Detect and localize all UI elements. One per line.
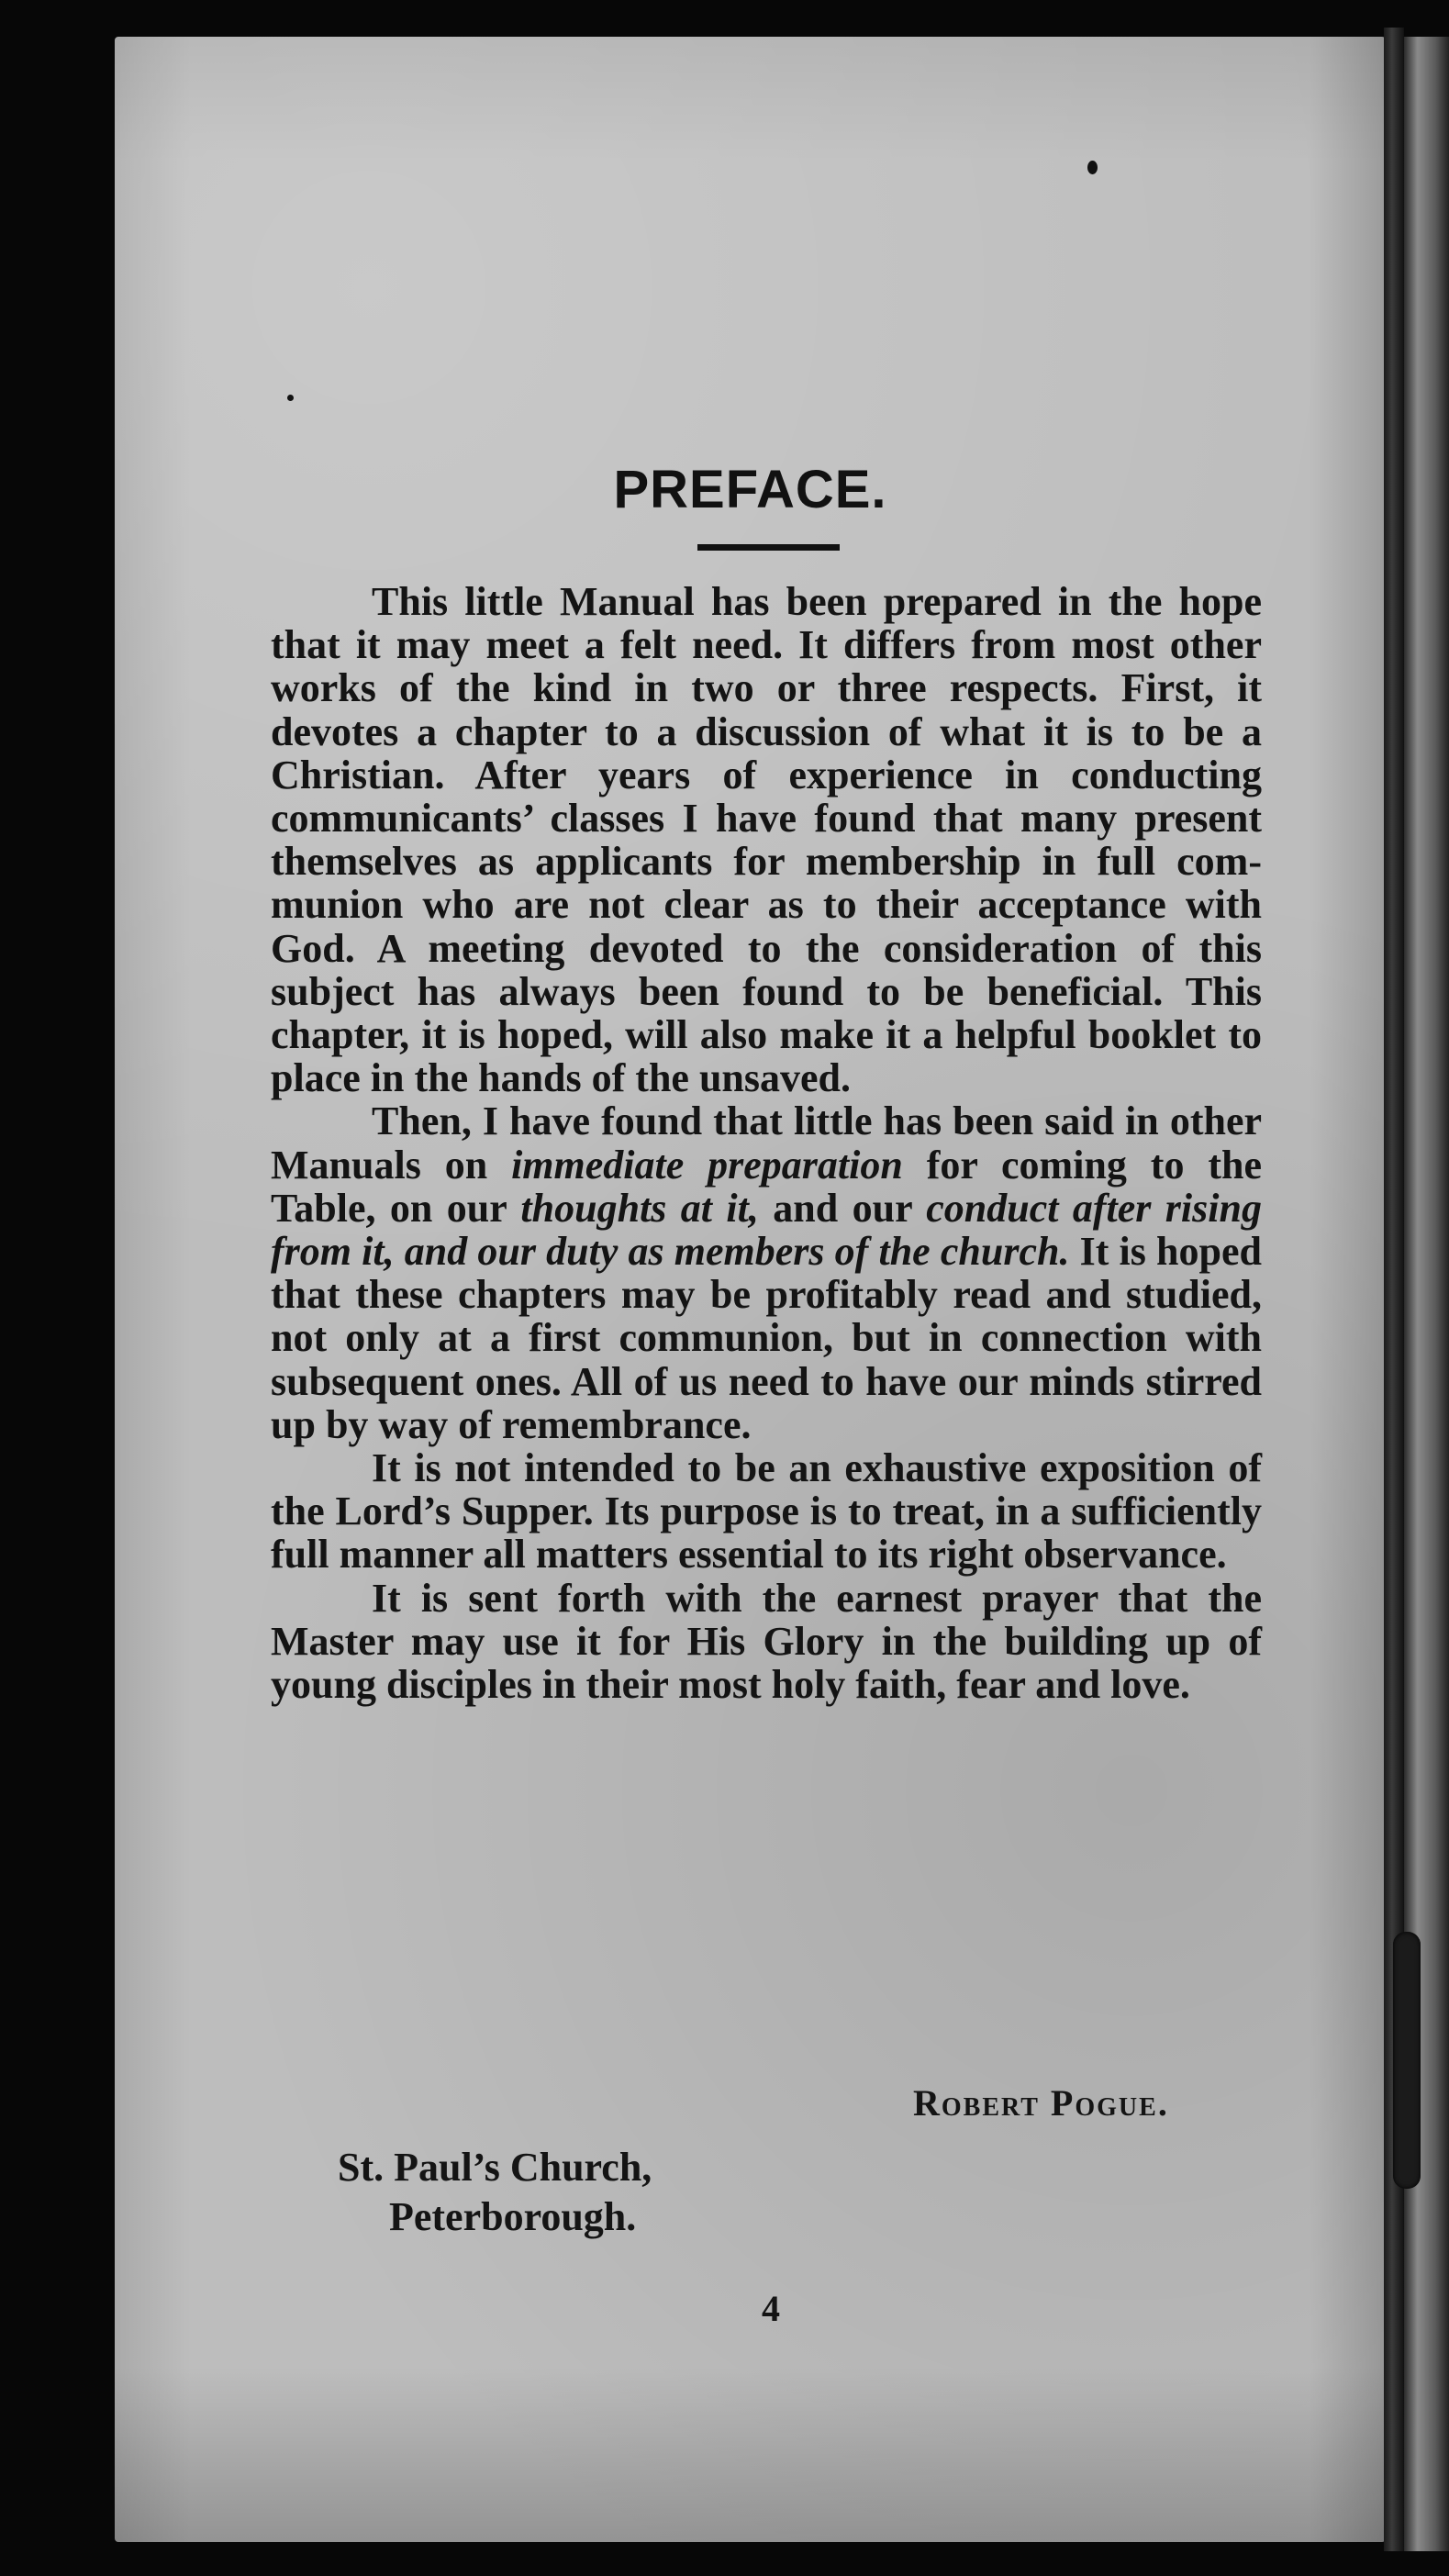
heading-rule — [697, 544, 840, 551]
preface-paragraph — [271, 1446, 1262, 1577]
text-run: and our — [758, 1185, 927, 1231]
italic-phrase: immediate preparation — [511, 1142, 903, 1188]
binding-clip — [1393, 1932, 1421, 2189]
address-line-church: St. Paul’s Church, — [338, 2145, 652, 2190]
author-signature: Robert Pogue. — [913, 2082, 1169, 2124]
text-run: It is sent forth with the earnest prayer that the Master may use it for His Glory in the building up of young disciples in their most holy faith, fear and love. — [271, 1575, 1262, 1708]
text-run: This little Manual has been prepared in the hope that it may meet a felt need. It differs from most other works of the kind in two or three respects. First, it devotes a chapter to a discussion of what it is to be a Christian. After years of experience in conducting communicants’ classes I have found that many present themselves as applicants for membership in full communion who are not clear as to their acceptance with God. A meeting devoted to the consideration of this subject has always been found to be beneficial. This chapter, it is hoped, will also make it a helpful booklet to place in the hands of the unsaved. — [271, 579, 1262, 1101]
preface-paragraph — [271, 1577, 1262, 1707]
ink-speck — [287, 395, 294, 401]
ink-speck — [1087, 161, 1098, 174]
address-line-town: Peterborough. — [389, 2194, 637, 2239]
page-number: 4 — [762, 2288, 780, 2329]
page-heading: PREFACE. — [613, 460, 887, 519]
text-run: for coming to the Table, on our — [271, 1142, 1262, 1231]
italic-phrase: conduct after rising from it, and our duty as members of the church. — [271, 1185, 1262, 1275]
church-address — [338, 2143, 652, 2242]
text-run: It is hoped that these chapters may be profitably read and studied, not only at a first communion, but in connection with subsequent ones. All of us need to have our minds stirred up by way of remembrance. — [271, 1229, 1262, 1447]
preface-body — [271, 580, 1262, 1706]
text-run: It is not intended to be an exhaustive exposition of the Lord’s Supper. Its purpose is to treat, in a sufficiently full manner all matters essential to its right observance. — [271, 1445, 1262, 1578]
preface-paragraph — [271, 1099, 1262, 1446]
preface-paragraph — [271, 580, 1262, 1099]
text-run: Then, I have found that little has been said in other Manuals on — [271, 1098, 1262, 1188]
italic-phrase: thoughts at it, — [520, 1185, 759, 1231]
